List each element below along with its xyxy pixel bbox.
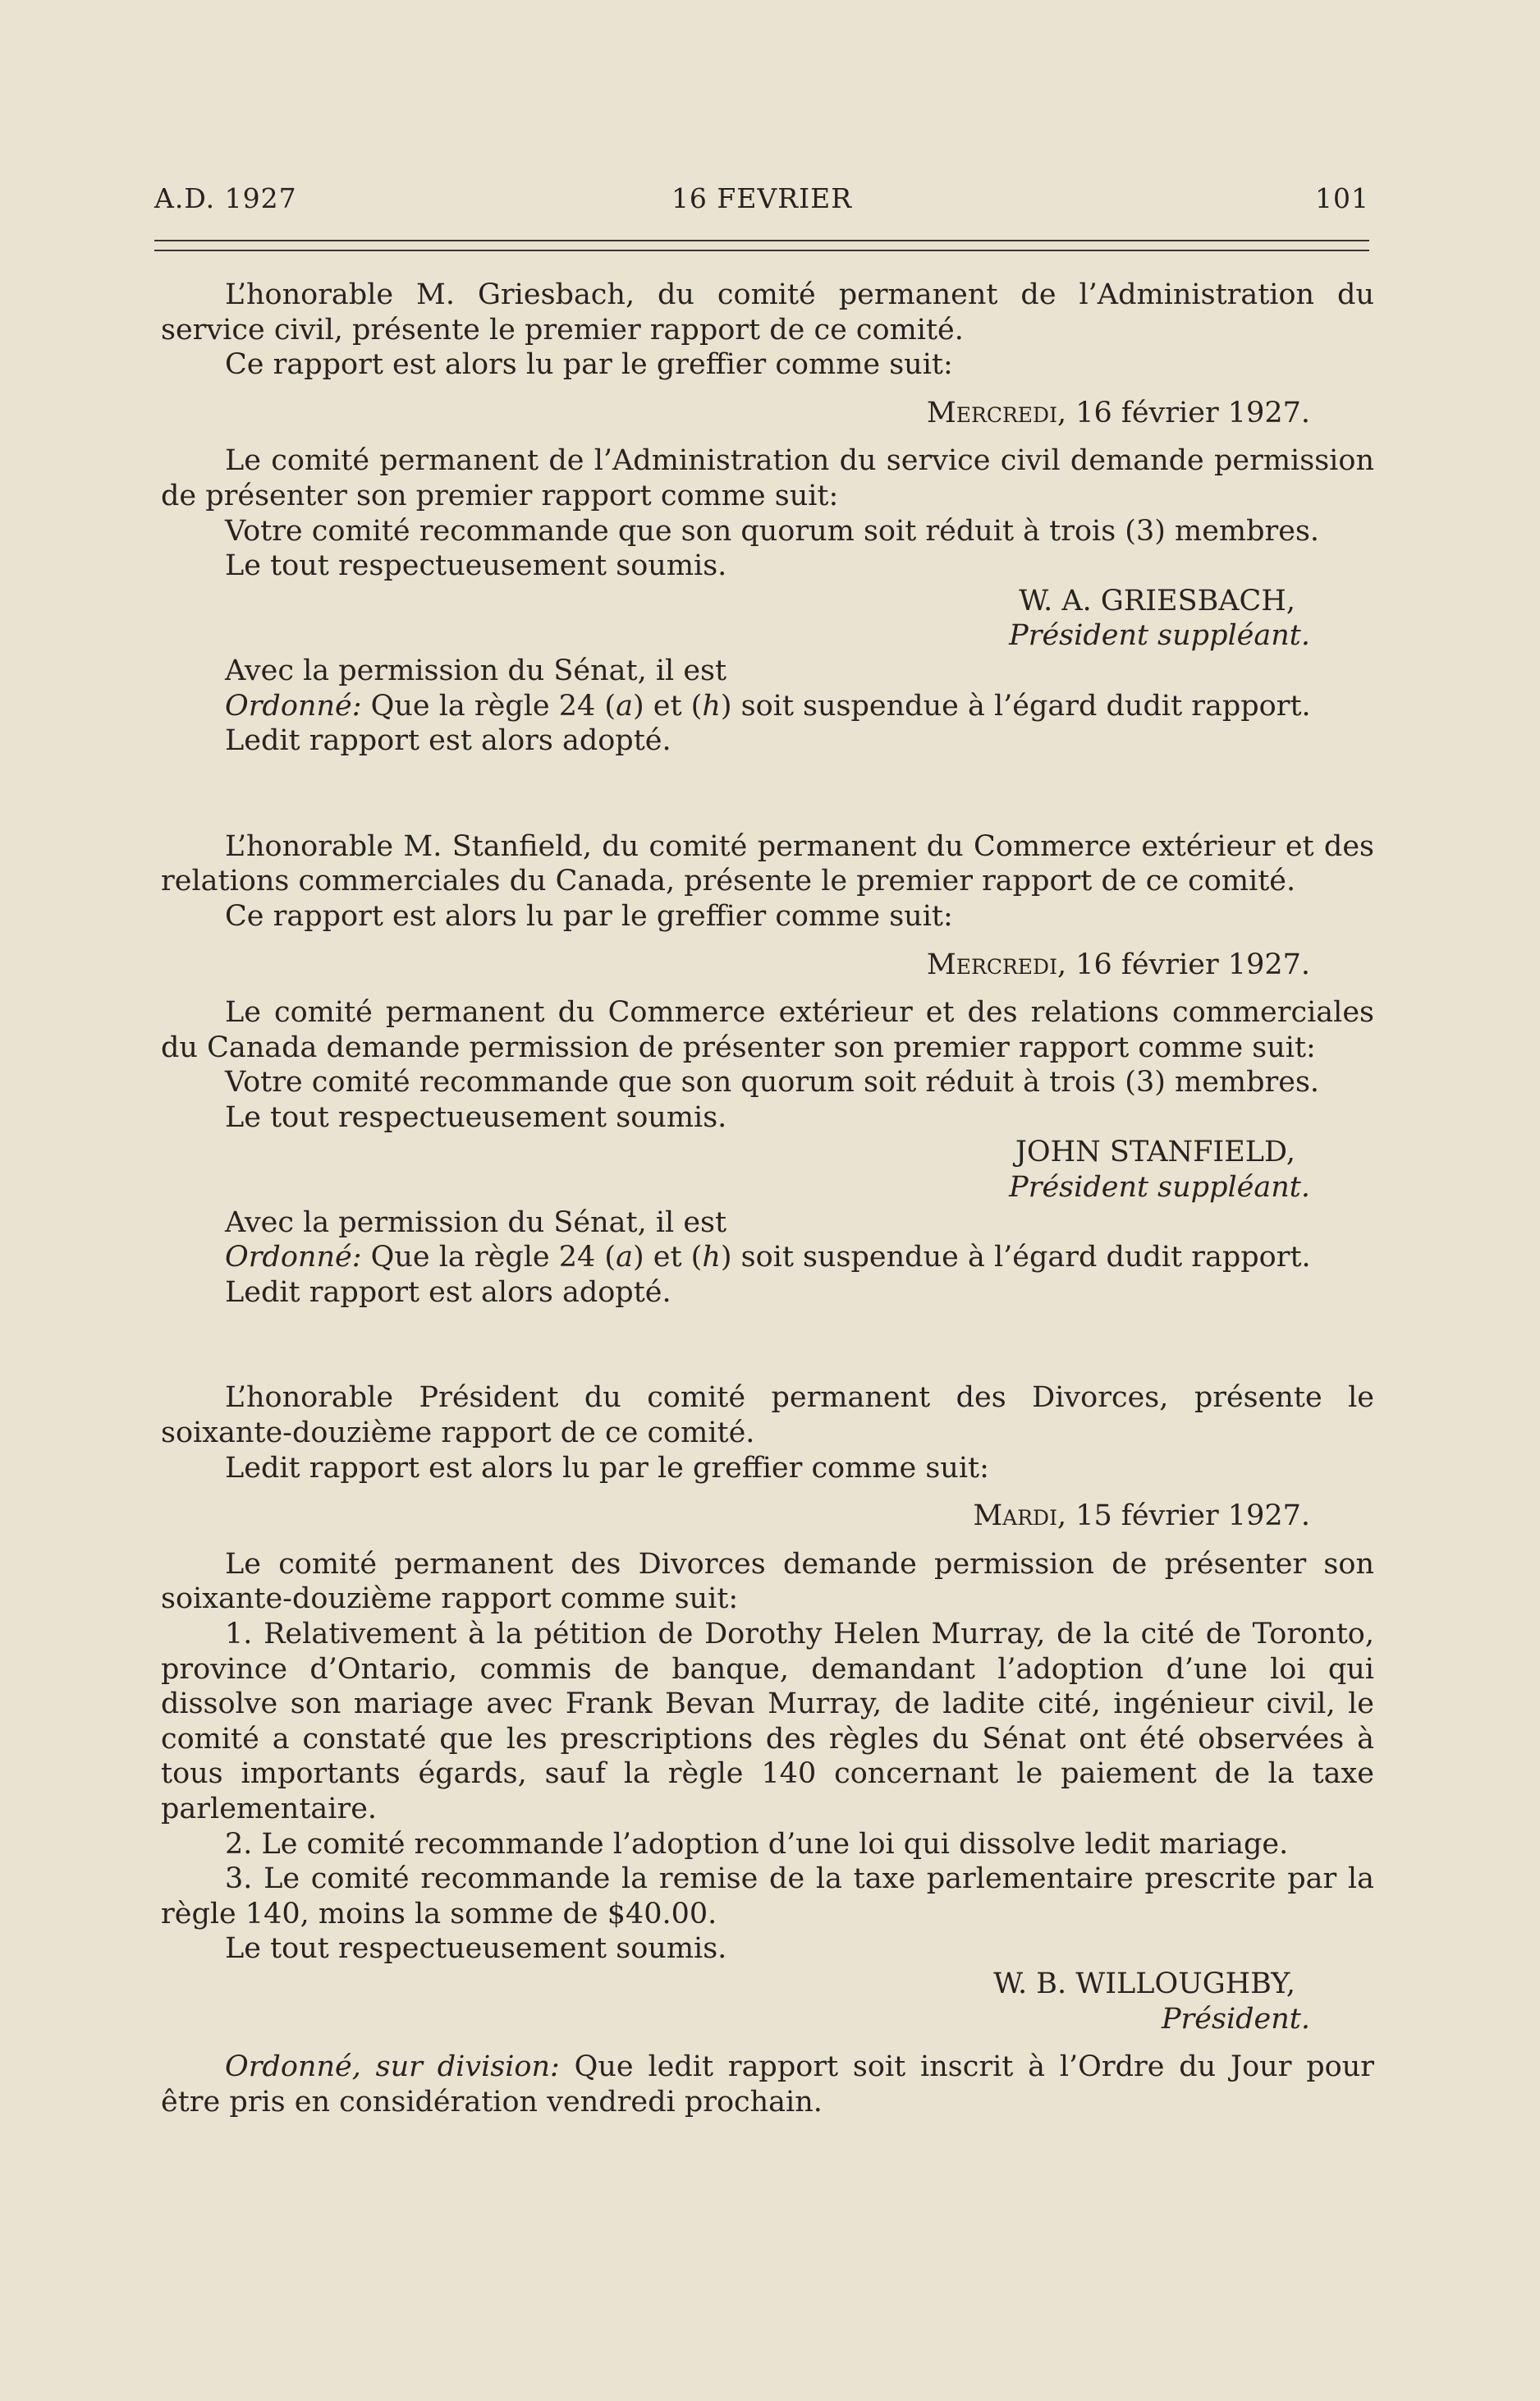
s1-date-day: Mercredi (926, 396, 1057, 429)
s3-ordered-label: Ordonné, sur division: (225, 2050, 560, 2084)
s1-date-rest: , 16 février 1927. (1056, 396, 1310, 429)
s1-request: Le comité permanent de l’Administration du service civil demande permission de présenter son premier rapport comme suit: (161, 444, 1374, 512)
s2-closing: Le tout respectueusement soumis. (225, 1100, 727, 1134)
s1-ordered (161, 689, 1374, 724)
s1-ordered-a-letter: a (616, 689, 633, 723)
s2-request: Le comité permanent du Commerce extérieur et des relations commerciales du Canada demande permission de présenter son premier rapport comme suit: (161, 996, 1374, 1064)
s3-item-3: 3. Le comité recommande la remise de la taxe parlementaire prescrite par la règle 140, moins la somme de $40.00. (161, 1862, 1374, 1930)
s2-date-rest: , 16 février 1927. (1056, 948, 1310, 981)
s1-ordered-b: ) et ( (632, 689, 703, 723)
header-year: A.D. 1927 (154, 182, 297, 214)
running-head (154, 182, 1369, 223)
s2-ordered-b-letter: h (702, 1241, 721, 1274)
s1-signer: W. A. GRIESBACH, (1019, 584, 1295, 617)
s1-permission: Avec la permission du Sénat, il est (225, 654, 727, 687)
s2-read: Ce rapport est alors lu par le greffier comme suit: (225, 899, 953, 933)
s3-closing: Le tout respectueusement soumis. (225, 1932, 727, 1966)
s1-ordered-b-letter: h (702, 689, 721, 723)
s2-date (161, 948, 1374, 983)
s1-closing: Le tout respectueusement soumis. (225, 549, 727, 583)
s3-intro: L’honorable Président du comité permanent des Divorces, présente le soixante-douzième rapport de ce comité. (161, 1381, 1374, 1450)
s2-date-day: Mercredi (926, 948, 1057, 981)
s1-intro: L’honorable M. Griesbach, du comité permanent de l’Administration du service civil, présente le premier rapport de ce comité. (161, 278, 1374, 347)
s3-ordered (161, 2050, 1374, 2119)
s3-read: Ledit rapport est alors lu par le greffier comme suit: (225, 1451, 989, 1485)
s3-date-rest: , 15 février 1927. (1056, 1499, 1310, 1533)
document-body (161, 278, 1374, 2119)
s3-item-1: 1. Relativement à la pétition de Dorothy Helen Murray, de la cité de Toronto, province d’Ontario, commis de banque, demandant l’adoption d’une loi qui dissolve son mariage avec Frank Bevan Murray, de ladite cité, ingénieur civil, le comité a constaté que les prescriptions des règles du Sénat ont été observées à tous importants égards, sauf la règle 140 concernant le paiement de la taxe parlementaire. (161, 1618, 1374, 1825)
s3-request: Le comité permanent des Divorces demande permission de présenter son soixante-douzième rapport comme suit: (161, 1547, 1374, 1616)
s1-signer-title: Président suppléant. (1009, 619, 1310, 653)
s2-ordered-c: ) soit suspendue à l’égard dudit rapport. (720, 1241, 1311, 1274)
s2-ordered-b: ) et ( (632, 1241, 703, 1274)
s2-ordered-label: Ordonné: (225, 1241, 362, 1274)
s2-recommendation: Votre comité recommande que son quorum soit réduit à trois (3) membres. (225, 1066, 1320, 1100)
s2-ordered-a: Que la règle 24 ( (361, 1241, 616, 1274)
page-number: 101 (1315, 182, 1369, 214)
s2-ordered-a-letter: a (616, 1241, 633, 1274)
s1-date (161, 396, 1374, 431)
s2-permission: Avec la permission du Sénat, il est (225, 1205, 727, 1239)
s3-signer-title: Président. (1162, 2002, 1310, 2036)
s2-ordered (161, 1240, 1374, 1275)
s1-read: Ce rapport est alors lu par le greffier comme suit: (225, 348, 953, 382)
s3-signer: W. B. WILLOUGHBY, (993, 1967, 1295, 2000)
s2-signer: JOHN STANFIELD, (1015, 1136, 1295, 1169)
header-date: 16 FEVRIER (671, 182, 853, 214)
s3-date-day: Mardi (973, 1499, 1057, 1533)
s1-ordered-c: ) soit suspendue à l’égard dudit rapport. (720, 689, 1311, 723)
s2-adopted: Ledit rapport est alors adopté. (225, 1275, 671, 1309)
s1-ordered-label: Ordonné: (225, 689, 362, 723)
s2-signer-title: Président suppléant. (1009, 1171, 1310, 1205)
s3-item-2: 2. Le comité recommande l’adoption d’une loi qui dissolve ledit mariage. (225, 1827, 1289, 1861)
s1-recommendation: Votre comité recommande que son quorum soit réduit à trois (3) membres. (225, 514, 1320, 548)
s1-ordered-a: Que la règle 24 ( (361, 689, 616, 723)
s3-date (161, 1499, 1374, 1534)
s1-adopted: Ledit rapport est alors adopté. (225, 724, 671, 758)
header-double-rule (154, 240, 1369, 259)
s2-intro: L’honorable M. Stanfield, du comité permanent du Commerce extérieur et des relations commerciales du Canada, présente le premier rapport de ce comité. (161, 829, 1374, 898)
s3-ordered-text: Que ledit rapport soit inscrit à l’Ordre du Jour pour être pris en considération vendredi prochain. (161, 2050, 1374, 2119)
